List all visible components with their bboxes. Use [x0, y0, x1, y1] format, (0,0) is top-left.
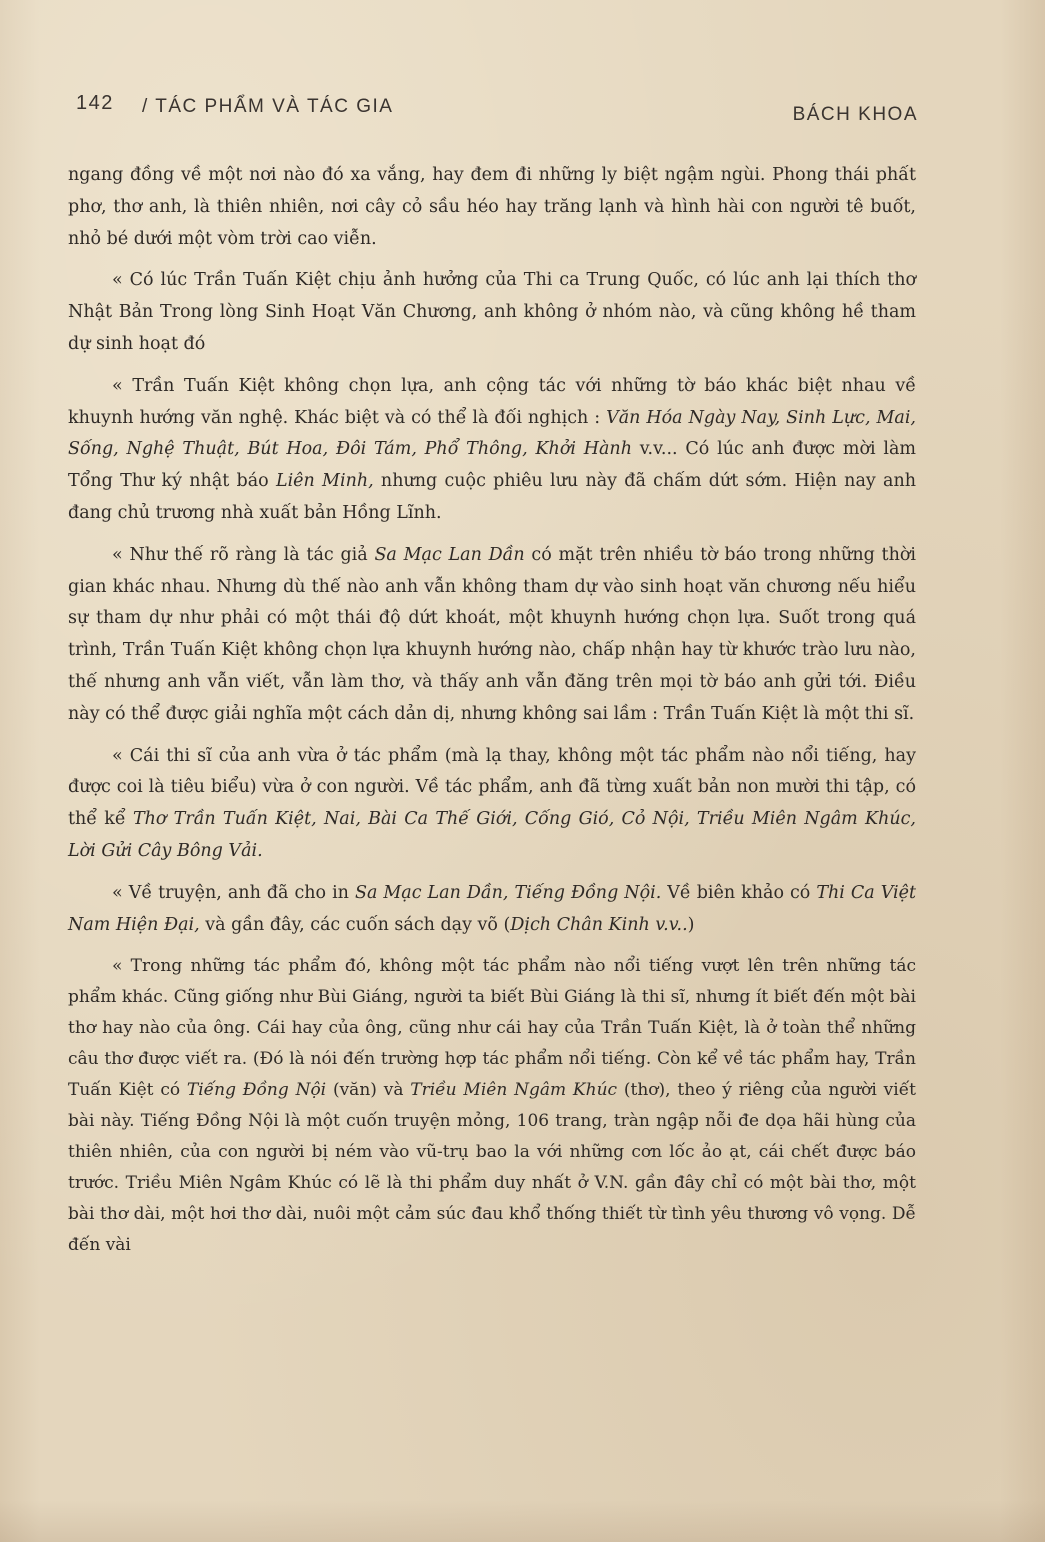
text-run: « Trong những tác phẩm đó, không một tác phẩm nào nổi tiếng vượt lên trên những tác phẩm khác. Cũng giống như Bùi Giáng, người ta biết Bùi Giáng là thi sĩ, nhưng ít biết đến một bài thơ hay nào của ông. Cái hay của ông, cũng như cái hay của Trần Tuấn Kiệt, là ở toàn thể những câu thơ được viết ra. (Đó là nói đến trường hợp tác phẩm nổi tiếng. Còn kể về tác phẩm hay, Trần Tuấn Kiệt có: [68, 956, 916, 1101]
text-run: (thơ), theo ý riêng của người viết bài này. Tiếng Đồng Nội là một cuốn truyện mỏng, 106 trang, tràn ngập nỗi đe dọa hãi hùng của thiên nhiên, của con người bị ném vào vũ-trụ bao la với những cơn lốc ảo ạt, cái chết được báo trước. Triều Miên Ngâm Khúc có lẽ là thi phẩm duy nhất ở V.N. gần đây chỉ có một bài thơ, một bài thơ dài, một hơi thơ dài, nuôi một cảm súc đau khổ thống thiết từ tình yêu thương vô vọng. Dễ đến vài: [68, 1080, 916, 1256]
italic-title-run: Thi Ca Việt Nam Hiện Đại,: [68, 882, 917, 935]
text-run: có mặt trên nhiều tờ báo trong những thời gian khác nhau. Nhưng dù thế nào anh vẫn không tham dự vào sinh hoạt văn chương nếu hiểu sự tham dự như phải có một thái độ dứt khoát, một khuynh hướng chọn lựa. Suốt trong quá trình, Trần Tuấn Kiệt không chọn lựa khuynh hướng nào, chấp nhận hay từ khước trào lưu nào, thế nhưng anh vẫn viết, vẫn làm thơ, và thấy anh vẫn đăng trên mọi tờ báo anh gửi tới. Điều này có thể được giải nghĩa một cách dản dị, nhưng không sai lầm : Trần Tuấn Kiệt là một thi sĩ.: [68, 544, 916, 724]
text-run: ): [687, 914, 695, 935]
text-run: (văn) và: [326, 1080, 411, 1101]
text-run: và gần đây, các cuốn sách dạy võ (: [199, 914, 511, 935]
italic-title-run: Tiếng Đồng Nội: [186, 1080, 327, 1101]
paragraph: [68, 371, 916, 530]
paragraph: [68, 741, 916, 868]
italic-title-run: Dịch Chân Kinh v.v..: [510, 914, 688, 935]
paragraph: [68, 878, 916, 942]
paragraph: [68, 160, 916, 255]
text-run: « Cái thi sĩ của anh vừa ở tác phẩm (mà lạ thay, không một tác phẩm nào nổi tiếng, hay được coi là tiêu biểu) vừa ở con người. Về tác phẩm, anh đã từng xuất bản non mười thi tập, có thể kể: [68, 745, 916, 830]
section-title: / TÁC PHẨM VÀ TÁC GIA: [142, 96, 394, 117]
italic-title-run: Văn Hóa Ngày Nay, Sinh Lực, Mai, Sống, Nghệ Thuật, Bút Hoa, Đôi Tám, Phổ Thông, Khởi Hành: [68, 407, 916, 460]
text-run: « Về truyện, anh đã cho in: [112, 882, 355, 903]
italic-title-run: Triều Miên Ngâm Khúc: [410, 1080, 618, 1101]
paragraph: [68, 540, 916, 731]
page-header: [76, 92, 918, 126]
text-run: « Trần Tuấn Kiệt không chọn lựa, anh cộng tác với những tờ báo khác biệt nhau về khuynh hướng văn nghệ. Khác biệt và có thể là đối nghịch :: [68, 375, 916, 428]
text-run: Về biên khảo có: [661, 882, 817, 903]
text-run: « Như thế rõ ràng là tác giả: [112, 544, 375, 565]
text-run: « Có lúc Trần Tuấn Kiệt chịu ảnh hưởng của Thi ca Trung Quốc, có lúc anh lại thích thơ Nhật Bản Trong lòng Sinh Hoạt Văn Chương, anh không ở nhóm nào, và cũng không hề tham dự sinh hoạt đó: [68, 270, 916, 354]
journal-name: BÁCH KHOA: [792, 104, 918, 125]
article-body: [68, 160, 916, 1271]
text-run: v.v... Có lúc anh được mời làm Tổng Thư ký nhật báo: [68, 439, 916, 492]
italic-title-run: Thơ Trần Tuấn Kiệt, Nai, Bài Ca Thế Giới, Cống Gió, Cỏ Nội, Triều Miên Ngâm Khúc, Lời Gửi Cây Bông Vải.: [68, 809, 916, 861]
page-edge-stain: [0, 1500, 1045, 1542]
page-number: 142: [76, 92, 114, 114]
paragraph: [68, 951, 916, 1261]
italic-title-run: Sa Mạc Lan Dần, Tiếng Đồng Nội.: [354, 882, 662, 903]
text-run: nhưng cuộc phiêu lưu này đã chấm dứt sớm. Hiện nay anh đang chủ trương nhà xuất bản Hồng Lĩnh.: [68, 471, 916, 523]
paragraph: [68, 265, 916, 360]
italic-title-run: Liên Minh,: [275, 471, 374, 492]
italic-title-run: Sa Mạc Lan Dần: [374, 544, 525, 565]
text-run: ngang đồng về một nơi nào đó xa vắng, hay đem đi những ly biệt ngậm ngùi. Phong thái phất phơ, thơ anh, là thiên nhiên, nơi cây cỏ sầu héo hay trăng lạnh và hình hài con người tê buốt, nhỏ bé dưới một vòm trời cao viễn.: [68, 165, 916, 249]
